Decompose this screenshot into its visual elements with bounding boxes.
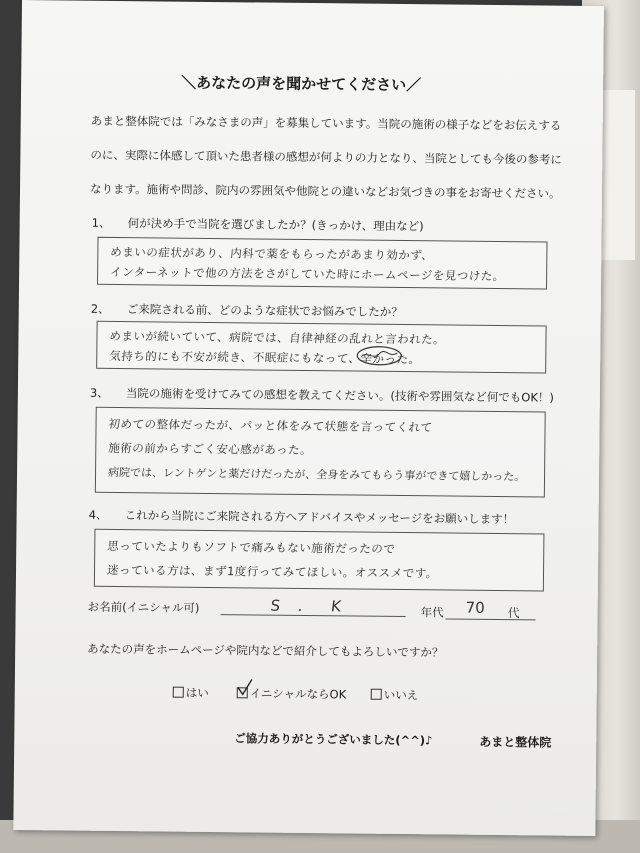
answer-box-3: [95, 407, 546, 498]
thanks-message: ご協力ありがとうございました(^^)♪: [234, 731, 433, 748]
clinic-name: あまと整体院: [479, 734, 552, 750]
answer-box-4: [94, 529, 545, 592]
answer-line: 気持ち的にも不安が続き、不眠症にもなって、辛かった。: [108, 348, 422, 367]
question-number: 4、: [88, 507, 108, 522]
question-4: [89, 507, 515, 527]
option-label: いいえ: [383, 687, 419, 703]
initials-checkbox: [237, 687, 248, 698]
option-label: はい: [185, 685, 209, 700]
age-label: 年代: [420, 605, 444, 620]
answer-line: めまいの症状があり、内科で薬をもらったがあまり効かず、: [109, 244, 434, 263]
option-initials-ok: [237, 685, 347, 702]
answer-box-2: [96, 321, 546, 374]
question-3: [90, 385, 554, 406]
age-value: 70: [465, 598, 485, 617]
intro-line-3: なります。施術や問診、院内の雰囲気や他院との違いなどお気づきの事をお寄せください。: [89, 181, 561, 201]
no-checkbox: [371, 689, 382, 700]
intro-line-1: あまと整体院では「みなさまの声」を募集しています。当院の施術の様子などをお伝えする: [90, 113, 562, 133]
question-number: 3、: [89, 385, 109, 400]
answer-box-1: [97, 237, 547, 290]
answer-line: 病院では、レントゲンと薬だけだったが、全身をみてもらう事ができて嬉しかった。: [107, 465, 526, 484]
answer-line: 迷っている方は、まず1度行ってみてほしい。オススメです。: [106, 562, 439, 581]
question-text: 何が決め手で当院を選びましたか？(きっかけ、理由など): [127, 216, 424, 234]
answer-line: めまいが続いていて、病院では、自律神経の乱れと言われた。: [108, 328, 446, 347]
question-number: 2、: [90, 301, 110, 316]
question-text: 当院の施術を受けてみての感想を教えてください。(技術や雰囲気など何でもOK！): [125, 386, 555, 405]
name-value: S．K: [269, 596, 361, 616]
survey-title: ＼あなたの声を聞かせてください／: [181, 73, 422, 95]
question-number: 1、: [91, 215, 111, 230]
question-2: [91, 301, 403, 320]
option-label: イニシャルならOK: [249, 686, 347, 702]
intro-line-2: のに、実際に体感して頂いた患者様の感想が何よりの力となり、当院としても今後の参考に: [90, 147, 562, 167]
yes-checkbox: [173, 687, 184, 698]
name-label: お名前(イニシャル可): [87, 599, 200, 615]
answer-line: 初めての整体だったが、パッと体をみて状態を言ってくれて: [108, 416, 434, 435]
answer-line: インターネットで他の方法をさがしていた時にホームページを見つけた。: [109, 264, 506, 284]
question-text: これから当院にご来院される方へアドバイスやメッセージをお願いします！: [124, 508, 515, 527]
age-underline: [446, 618, 536, 620]
survey-sheet: [13, 0, 604, 836]
question-1: [92, 215, 424, 234]
option-no: [371, 687, 419, 703]
option-yes: [173, 685, 209, 701]
answer-line: 施術の前からすごく安心感があった。: [107, 440, 313, 458]
answer-line: 思っていたよりもソフトで痛みもない施術だったので: [106, 538, 396, 556]
age-unit: 代: [507, 606, 520, 621]
check-mark-icon: [237, 678, 253, 696]
scribble-correction: [355, 345, 403, 368]
consent-question: あなたの声をホームページや院内などで紹介してもよろしいですか？: [87, 641, 444, 660]
question-text: ご来院される前、どのような症状でお悩みでしたか？: [126, 302, 403, 320]
